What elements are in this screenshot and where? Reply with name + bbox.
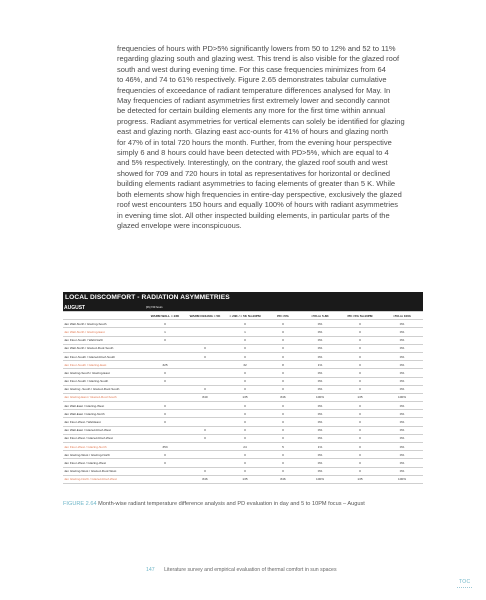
table-cell: 846	[265, 393, 301, 401]
table-row	[63, 402, 423, 410]
table-cell: 0	[145, 410, 185, 418]
page-number: 147	[146, 567, 155, 573]
row-label: Jan Wall-North / Glazing-South	[63, 320, 145, 328]
table-cell: 0	[185, 344, 225, 352]
table-cell: 0	[339, 467, 381, 475]
table-cell: 0%	[381, 369, 423, 377]
table-row	[63, 393, 423, 401]
paragraph-line: glazed envelope were inconspicuous.	[117, 220, 242, 230]
table-cell: 0	[339, 344, 381, 352]
table-cell: 0	[339, 402, 381, 410]
row-label: Jan Floor-South / Glazing-South	[63, 377, 145, 385]
table-cell: 0	[145, 451, 185, 459]
table-cell: 0	[225, 418, 265, 426]
table-row	[63, 459, 423, 467]
table-cell	[185, 443, 225, 451]
table-cell: 0%	[381, 410, 423, 418]
table-cell: 0	[225, 385, 265, 393]
row-label: Jan Glazing-South / Glazing-East	[63, 369, 145, 377]
column-header: WARM WALL > 23K	[145, 312, 185, 320]
table-cell: 135	[339, 393, 381, 401]
table-cell: 0	[339, 336, 381, 344]
table-cell: 0%	[301, 459, 339, 467]
table-cell: 0	[265, 434, 301, 442]
paragraph-line: frequencies of exceedance of radiant temperature differences analysed for May. In	[117, 85, 391, 95]
table-row	[63, 434, 423, 442]
table-cell: 0	[225, 434, 265, 442]
table-row	[63, 418, 423, 426]
table-cell: 0	[145, 402, 185, 410]
table-cell: 0	[265, 369, 301, 377]
table-cell: 0	[145, 369, 185, 377]
table-row	[63, 443, 423, 451]
table-cell: 0	[185, 434, 225, 442]
table-cell: 0	[265, 385, 301, 393]
table-cell: 325	[145, 361, 185, 369]
table-cell: 0	[339, 377, 381, 385]
table-cell: 0	[265, 377, 301, 385]
table-cell: 0%	[381, 377, 423, 385]
radiation-asymmetries-table	[63, 292, 423, 484]
table-cell: 0	[225, 352, 265, 360]
table-cell: 0	[145, 320, 185, 328]
paragraph-line: regarding glazing south and glazing west. This trend is also visible for the glazed roof	[117, 54, 400, 64]
paragraph-line: for 47% of in total 720 hours the month. Further, from the evening hour perspective	[117, 137, 392, 147]
table-cell: 0%	[301, 410, 339, 418]
table-cell	[145, 434, 185, 442]
table-cell	[185, 418, 225, 426]
table-cell: 0	[225, 467, 265, 475]
table-cell: 0%	[381, 451, 423, 459]
table-cell: 0	[185, 426, 225, 434]
row-label: Jan Glazing-East / Glazed-Roof-South	[63, 393, 145, 401]
table-cell: 0	[145, 336, 185, 344]
table-cell: 1%	[301, 443, 339, 451]
paragraph-line: south and west during evening time. For this case frequencies minimizes from 64	[117, 64, 386, 74]
table-cell: 0	[225, 459, 265, 467]
paragraph-line: building elements radiant asymmetries to facing elements of greater than 5 K. While	[117, 179, 396, 189]
table-cell: 0%	[301, 434, 339, 442]
column-header: WARM CEILING > 5K	[185, 312, 225, 320]
paragraph-line: roof west encounters 150 hours and equally 100% of hours with radiant asymmetries	[117, 200, 398, 210]
table-cell: 0	[265, 467, 301, 475]
table-cell: 8	[265, 361, 301, 369]
row-label: Jan Glazing-West / Glazed-Roof-West	[63, 467, 145, 475]
table-cell: 0%	[301, 352, 339, 360]
table-cell: 0	[339, 443, 381, 451]
table-cell: 0	[225, 369, 265, 377]
column-header: PD >5% 5to10PM	[339, 312, 381, 320]
table-cell: 0%	[301, 402, 339, 410]
table-row	[63, 328, 423, 336]
table-row	[63, 352, 423, 360]
table-cell: 0	[225, 336, 265, 344]
paragraph-line: simply 6 and 8 hours could have been detected with PD>5%, which are equal to 4	[117, 148, 389, 158]
table-cell	[185, 402, 225, 410]
table-cell: 135	[225, 475, 265, 483]
table-cell	[185, 410, 225, 418]
table-cell	[145, 385, 185, 393]
table-cell: 840	[185, 393, 225, 401]
table-cell	[145, 393, 185, 401]
page-footer	[146, 567, 337, 573]
table-cell: 0%	[381, 336, 423, 344]
table-row	[63, 361, 423, 369]
table-cell: 0%	[381, 418, 423, 426]
table-cell: 0%	[381, 467, 423, 475]
table-cell: 5	[265, 443, 301, 451]
table-cell: 0	[145, 418, 185, 426]
table-cell: 0	[225, 402, 265, 410]
table-cell: 0	[145, 377, 185, 385]
table-cell: 0%	[381, 426, 423, 434]
table-cell: 0	[339, 459, 381, 467]
table-cell: 0	[339, 361, 381, 369]
toc-link[interactable]: TOC	[459, 579, 471, 585]
table-cell: 1	[225, 328, 265, 336]
table-cell: 0%	[301, 451, 339, 459]
table-cell: 0%	[301, 344, 339, 352]
table-cell: 0	[339, 320, 381, 328]
table-cell	[145, 352, 185, 360]
table-cell: 0	[265, 402, 301, 410]
row-label: Jan Wall-East / Glazing-North	[63, 410, 145, 418]
table-cell: 0%	[381, 434, 423, 442]
table-cell: 0	[185, 467, 225, 475]
row-label: Jan Glazing -South / Glazed-Roof-South	[63, 385, 145, 393]
table-cell: 0%	[301, 426, 339, 434]
paragraph-line: east and glazing north. Glazing east acc-ounts for 41% of hours and glazing north	[117, 127, 388, 137]
table-cell: 0	[185, 385, 225, 393]
table-cell: 135	[225, 393, 265, 401]
row-label: Jan Wall-North / Glazed-Roof-South	[63, 344, 145, 352]
table-cell: 0%	[381, 459, 423, 467]
table-cell: 0	[225, 344, 265, 352]
table-row	[63, 336, 423, 344]
table-cell: 0%	[301, 377, 339, 385]
table-cell: 0	[339, 418, 381, 426]
table-cell: 0%	[381, 402, 423, 410]
paragraph-line: both elements show high frequencies in entire-day perspective, exclusively the glazed	[117, 189, 402, 199]
table-cell: 0	[225, 426, 265, 434]
paragraph-line: in evening time slot. All other inspected building elements, in particular parts of the	[117, 210, 390, 220]
table-cell	[185, 320, 225, 328]
table-cell: 0	[339, 451, 381, 459]
paragraph-line: progress. Radiant asymmetries for vertical elements can solely be identified for glazing	[117, 116, 405, 126]
table-row	[63, 426, 423, 434]
table-row	[63, 377, 423, 385]
row-label: Jan Floor-South / Wall-North	[63, 336, 145, 344]
table-cell: 846	[185, 475, 225, 483]
table-title: LOCAL DISCOMFORT - RADIATION ASYMMETRIES	[63, 292, 423, 304]
table-cell: 1%	[301, 361, 339, 369]
row-label: Jan Wall-East / Glazed-Roof-West	[63, 426, 145, 434]
table-row	[63, 451, 423, 459]
table-cell: 0%	[381, 352, 423, 360]
table-cell: 0%	[381, 361, 423, 369]
table-cell: 0%	[381, 344, 423, 352]
table-cell	[145, 467, 185, 475]
table-cell: 24	[225, 443, 265, 451]
table-cell: 0%	[381, 328, 423, 336]
table-cell: 0	[339, 328, 381, 336]
table-cell: 0	[265, 426, 301, 434]
table-subheader: [hh] 720 hours	[145, 304, 423, 312]
table-row	[63, 475, 423, 483]
column-header: >5% in 100h	[381, 312, 423, 320]
table-cell	[185, 369, 225, 377]
row-label: Jan Floor-West / Glazing-North	[63, 443, 145, 451]
row-label: Jan Glazing-West / Glazing-North	[63, 451, 145, 459]
row-label: Jan Floor-South / Glazed-Roof-South	[63, 352, 145, 360]
table-cell: 0	[339, 410, 381, 418]
running-title: Literature survey and empirical evaluation of thermal comfort in sun spaces	[164, 567, 337, 573]
table-cell: 0%	[301, 385, 339, 393]
table-row	[63, 320, 423, 328]
paragraph-line: be detected for certain building elements any more for the first time within annual	[117, 106, 386, 116]
table-cell	[145, 475, 185, 483]
column-header: >5% in 5-8K	[301, 312, 339, 320]
table-cell: 0	[185, 352, 225, 360]
table-row	[63, 467, 423, 475]
paragraph-line: to 46%, and 74 to 61% respectively. Figure 2.65 demonstrates tabular cumulative	[117, 75, 387, 85]
table-cell	[185, 328, 225, 336]
row-label: Jan Floor-West / Glazing-West	[63, 459, 145, 467]
table-cell: 0	[339, 369, 381, 377]
table-cell: 0%	[301, 418, 339, 426]
table-cell: 0%	[301, 320, 339, 328]
table-cell: 353	[145, 443, 185, 451]
table-cell: 100%	[381, 475, 423, 483]
table-cell: 100%	[301, 475, 339, 483]
table-cell: 0%	[301, 328, 339, 336]
table-cell: 0	[225, 451, 265, 459]
figure-label: FIGURE 2.64	[63, 501, 97, 507]
table-row	[63, 410, 423, 418]
column-header	[63, 312, 145, 320]
table-cell: 32	[225, 361, 265, 369]
paragraph-line: and 5% respectively. Interestingly, on the contrary, the glazed roof south and west	[117, 158, 388, 168]
row-label: Jan Wall-East / Glazing-West	[63, 402, 145, 410]
table-cell: 0	[265, 459, 301, 467]
table-cell: 0	[265, 410, 301, 418]
table-cell: 0	[265, 328, 301, 336]
table-cell: 0	[265, 418, 301, 426]
table-cell: 0%	[381, 320, 423, 328]
table-cell: 0	[265, 344, 301, 352]
table-cell: 100%	[381, 393, 423, 401]
table-cell	[185, 336, 225, 344]
table-cell: 0	[339, 385, 381, 393]
table-cell: 0	[265, 451, 301, 459]
table-cell	[185, 451, 225, 459]
table-cell: 0%	[381, 443, 423, 451]
figure-caption	[63, 501, 365, 507]
body-paragraph	[117, 44, 425, 231]
row-label: Jan Wall-North / Glazing-East	[63, 328, 145, 336]
table-cell: 1	[145, 328, 185, 336]
row-label: Jan Floor-West / Wall-East	[63, 418, 145, 426]
table-cell: 846	[265, 475, 301, 483]
table-row	[63, 385, 423, 393]
table-cell: 0	[145, 459, 185, 467]
table-cell: 0	[339, 434, 381, 442]
table-cell: 0	[265, 352, 301, 360]
table-cell: 0	[339, 426, 381, 434]
figure-caption-text: Month-wise radiant temperature difference analysis and PD evaluation in day and 5 to 10PM focus – August	[98, 501, 365, 507]
paragraph-line: showed for 709 and 720 hours in total as representatives for horizontal or declined	[117, 168, 391, 178]
table-cell: 0	[339, 352, 381, 360]
column-header: PD >5%	[265, 312, 301, 320]
table-cell: 0%	[301, 336, 339, 344]
table-cell: 0%	[381, 385, 423, 393]
column-header: > 23K / > 5K 5to10PM	[225, 312, 265, 320]
table-cell	[185, 377, 225, 385]
row-label: Jan Glazing-North / Glazed-Roof-West	[63, 475, 145, 483]
table-row	[63, 369, 423, 377]
paragraph-line: frequencies of hours with PD>5% significantly lowers from 50 to 12% and 52 to 11%	[117, 44, 396, 53]
toc-divider	[457, 587, 472, 588]
table-cell	[185, 459, 225, 467]
table-row	[63, 344, 423, 352]
table-cell: 0	[225, 377, 265, 385]
paragraph-line: May frequencies of radiant asymmetries first extremely lower and secondly cannot	[117, 96, 390, 106]
table-cell: 0%	[301, 369, 339, 377]
table-month: AUGUST	[63, 304, 145, 312]
table-cell: 0	[225, 410, 265, 418]
row-label: Jan Floor-West / Glazed-Roof-West	[63, 434, 145, 442]
table-cell	[185, 361, 225, 369]
table-cell	[145, 344, 185, 352]
table-cell: 100%	[301, 393, 339, 401]
table-cell: 0	[265, 320, 301, 328]
table-cell: 0%	[301, 467, 339, 475]
table-cell	[145, 426, 185, 434]
table-cell: 0	[225, 320, 265, 328]
row-label: Jan Floor-South / Glazing-East	[63, 361, 145, 369]
table-cell: 135	[339, 475, 381, 483]
table-cell: 0	[265, 336, 301, 344]
table-column-headers	[63, 312, 423, 320]
